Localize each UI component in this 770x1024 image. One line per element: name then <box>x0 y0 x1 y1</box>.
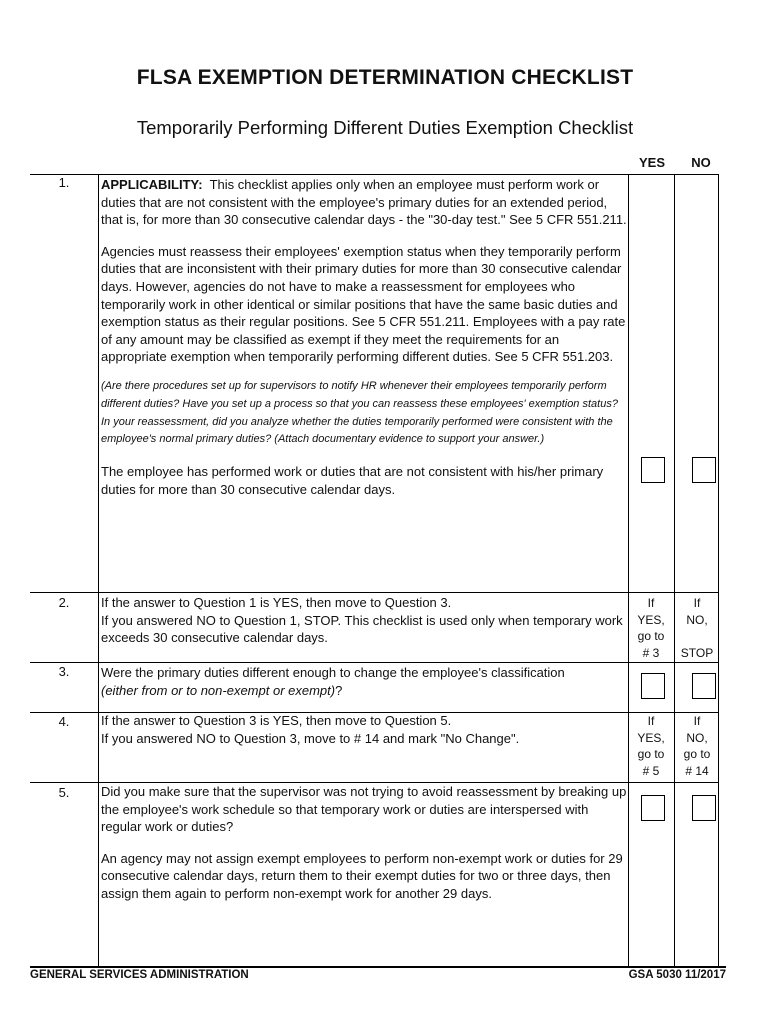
q2-line-1: If the answer to Question 1 is YES, then move to Question 3. <box>101 595 452 610</box>
q2-yes-instruction: If YES, go to # 3 <box>637 596 665 660</box>
reassessment-paragraph: Agencies must reassess their employees' exemption status when they temporarily perform duties that are inconsistent with their primary duties for more than 30 consecutive calendar days. However, agencies do not have to make a reassessment for employees who temporarily work in other identical or similar positions that have the same basic duties and exemption status as their regular positions. See 5 CFR 551.211. Employees with a pay rate of any amount may be classified as exempt if they meet the requirements for an appropriate exemption when temporarily performing different duties. See 5 CFR 551.203. <box>101 243 626 365</box>
question-4-text <box>101 712 627 747</box>
question-number: 5. <box>58 785 70 800</box>
question-3-text: Were the primary duties different enough to change the employee's classification (either from or to non-exempt or exempt)? <box>101 664 627 699</box>
q4-no-instruction: If NO, go to # 14 <box>683 714 711 778</box>
question-number: 4. <box>58 714 70 729</box>
footer-agency: GENERAL SERVICES ADMINISTRATION <box>30 969 249 981</box>
q4-line-2: If you answered NO to Question 3, move to # 14 and mark "No Change". <box>101 730 520 746</box>
question-number: 1. <box>58 175 70 190</box>
question-number: 3. <box>58 664 70 679</box>
question-number: 2. <box>58 595 70 610</box>
procedure-questions: (Are there procedures set up for supervisors to notify HR whenever their employees temporarily perform different duties? Have you set up a process so that you can reassess these employees' exemption status? In your reassessment, did you analyze whether the duties temporarily performed were consistent with the employee's normal primary duties? (Attach documentary evidence to support your answer.) <box>101 379 618 446</box>
number-column-divider <box>98 174 99 966</box>
yes-column-header: YES <box>638 155 665 170</box>
q4-yes-instruction: If YES, go to # 5 <box>637 714 665 778</box>
row-rule-2-3 <box>30 662 718 663</box>
question-2-text <box>101 594 627 647</box>
applicability-text: This checklist applies only when an employee must perform work or duties that are not consistent with the employee's primary duties for an extended period, that is, for more than 30 consecutive calendar days - the "30-day test." See 5 CFR 551.211. <box>101 177 627 228</box>
applicability-label: APPLICABILITY: <box>101 177 203 192</box>
row-rule-1-2 <box>30 592 718 593</box>
table-right-border <box>718 174 719 966</box>
document-title: FLSA EXEMPTION DETERMINATION CHECKLIST <box>136 66 634 89</box>
q2-line-2: If you answered NO to Question 1, STOP. This checklist is used only when temporary work exceeds 30 consecutive calendar days. <box>101 612 623 646</box>
q5-line-1: Did you make sure that the supervisor was not trying to avoid reassessment by breaking up the employee's work schedule so that temporary work or duties are interspersed with regular work or duties? <box>101 784 627 835</box>
q3-line-1: Were the primary duties different enough to change the employee's classification <box>101 665 565 680</box>
question-5-text <box>101 783 627 903</box>
q5-yes-checkbox[interactable] <box>641 795 665 821</box>
q3-no-checkbox[interactable] <box>692 673 716 699</box>
q4-line-1: If the answer to Question 3 is YES, then move to Question 5. <box>101 713 452 728</box>
q3-yes-checkbox[interactable] <box>641 673 665 699</box>
yes-column-left-divider <box>628 174 629 966</box>
footer-form-number: GSA 5030 11/2017 <box>628 969 726 981</box>
question-1-text <box>101 176 627 498</box>
q5-no-checkbox[interactable] <box>692 795 716 821</box>
question-1-statement: The employee has performed work or duties that are not consistent with his/her primary duties for more than 30 consecutive calendar days. <box>101 464 604 497</box>
table-top-rule <box>30 174 718 175</box>
q1-no-checkbox[interactable] <box>692 457 716 483</box>
q2-no-instruction: If NO, STOP <box>680 596 714 660</box>
footer-rule <box>30 966 726 968</box>
no-column-header: NO <box>691 155 711 170</box>
document-subtitle: Temporarily Performing Different Duties Exemption Checklist <box>136 117 634 138</box>
q1-yes-checkbox[interactable] <box>641 457 665 483</box>
q3-italic-clause: (either from or to non-exempt or exempt) <box>101 682 336 698</box>
yes-no-divider <box>674 174 675 966</box>
q5-paragraph-2: An agency may not assign exempt employees to perform non-exempt work or duties for 29 consecutive calendar days, return them to their exempt duties for two or three days, then assign them again to perform non-exempt work for another 29 days. <box>101 850 623 901</box>
